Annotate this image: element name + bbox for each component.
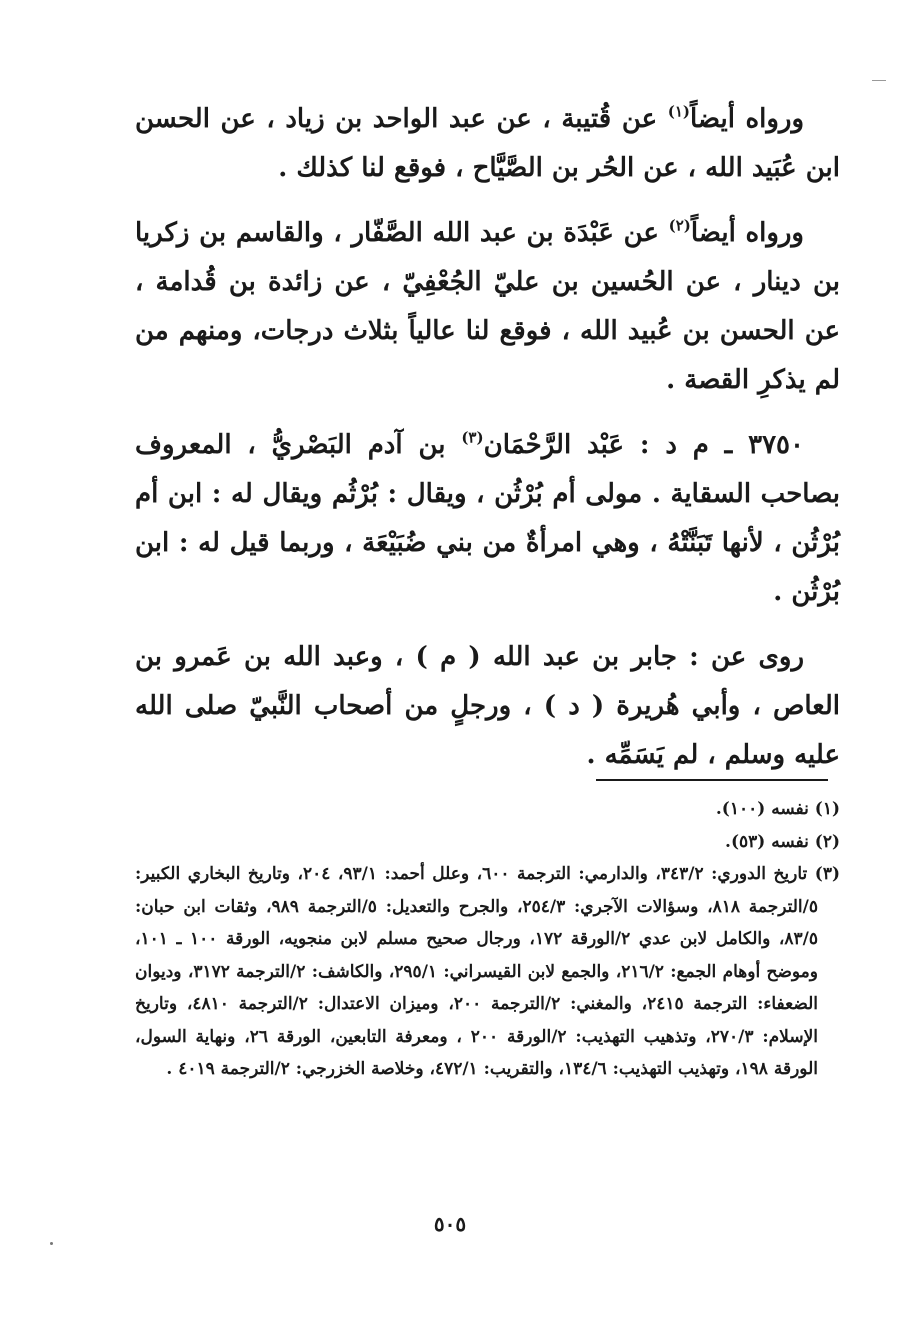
- main-text: [135, 95, 840, 796]
- paragraph-3-text: عَبْد الرَّحْمَان: [483, 430, 640, 460]
- footnote-2: (٢) نفسه (٥٣).: [725, 831, 840, 852]
- paragraph-1-text-cont: عن قُتيبة ، عن عبد الواحد بن زياد ، عن الحسن ابن عُبَيد الله ، عن الحُر بن الصَّيَّاح ، فوقع لنا كذلك .: [135, 104, 840, 183]
- page-number: ٥٠٥: [433, 1212, 467, 1236]
- footnote-ref-3: (٣): [461, 428, 484, 447]
- margin-dash: [872, 80, 886, 81]
- paragraph-1-text: ورواه أيضاً: [689, 104, 805, 134]
- footnote-ref-2: (٢): [668, 216, 691, 235]
- margin-dot: [50, 1242, 53, 1245]
- paragraph-1: [135, 95, 840, 193]
- paragraph-3-text-cont: بن آدم البَصْريُّ ، المعروف بصاحب السقاية . مولى أم بُرْثُن ، ويقال : بُرْثُم ويقال له : ابن أم بُرْثُن ، لأنها تَبَنَّتْهُ ، وهي امرأةٌ من بني ضُبَيْعَة ، وربما قيل له : ابن بُرْثُن .: [135, 430, 840, 607]
- entry-number: ٣٧٥٠ ـ م د :: [639, 430, 804, 460]
- footnote-separator: [596, 779, 828, 781]
- paragraph-3: [135, 421, 840, 617]
- footnotes: [135, 793, 840, 1086]
- paragraph-4-text: روى عن : جابر بن عبد الله ( م ) ، وعبد الله بن عَمرو بن العاص ، وأبي هُريرة ( د ) ، ورجلٍ من أصحاب النَّبيّ صلى الله عليه وسلم ، لم يَسَمِّه .: [135, 642, 840, 770]
- footnote-3: (٣) تاريخ الدوري: ٣٤٣/٢، والدارمي: الترجمة ٦٠٠، وعلل أحمد: ٩٣/١، ٢٠٤، وتاريخ البخاري الكبير: ٥/الترجمة ٨١٨، وسؤالات الآجري: ٢٥٤/٣، والجرح والتعديل: ٥/الترجمة ٩٨٩، وثقات ابن حبان: ٨٣/٥، والكامل لابن عدي ٢/الورقة ١٧٢، ورجال صحيح مسلم لابن منجويه، الورقة ١٠٠ ـ ١٠١، وموضح أوهام الجمع: ٢١٦/٢، والجمع لابن القيسراني: ٢٩٥/١، والكاشف: ٢/الترجمة ٣١٧٢، وديوان الضعفاء: الترجمة ٢٤١٥، والمغني: ٢/الترجمة ٢٠٠، وميزان الاعتدال: ٢/الترجمة ٤٨١٠، وتاريخ الإسلام: ٢٧٠/٣، وتذهيب التهذيب: ٢/الورقة ٢٠٠ ، ومعرفة التابعين، الورقة ٢٦، ونهاية السول، الورقة ١٩٨، وتهذيب التهذيب: ١٣٤/٦، والتقريب: ٤٧٢/١، وخلاصة الخزرجي: ٢/الترجمة ٤٠١٩ .: [135, 864, 841, 1079]
- footnote-1: (١) نفسه (١٠٠).: [715, 799, 840, 819]
- paragraph-2-text: ورواه أيضاً: [690, 218, 804, 248]
- footnote-ref-1: (١): [667, 102, 690, 121]
- paragraph-4: [135, 633, 840, 780]
- paragraph-2-text-cont: عن عَبْدَة بن عبد الله الصَّفّار ، والقاسم بن زكريا بن دينار ، عن الحُسين بن عليّ الجُعْفِيّ ، عن زائدة بن قُدامة ، عن الحسن بن عُبيد الله ، فوقع لنا عالياً بثلاث درجات، ومنهم من لم يذكرِ القصة .: [135, 218, 840, 395]
- paragraph-2: [135, 209, 840, 405]
